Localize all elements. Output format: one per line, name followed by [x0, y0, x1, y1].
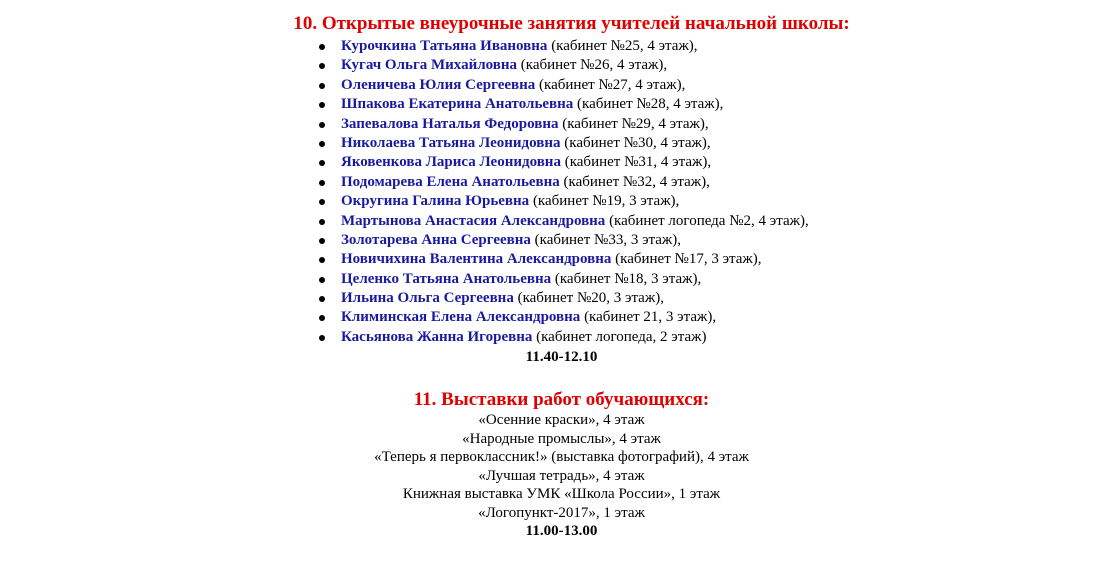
exhibit-item: «Народные промыслы», 4 этаж	[462, 430, 661, 447]
teacher-name: Округина Галина Юрьевна	[341, 193, 530, 210]
section-11-time: 11.00-13.00	[525, 523, 598, 539]
teacher-room: (кабинет №19, 3 этаж),	[529, 193, 680, 210]
teacher-room: (кабинет №30, 4 этаж),	[560, 134, 711, 151]
list-item	[319, 212, 809, 231]
bullet-icon	[319, 315, 325, 321]
teacher-name: Новичихина Валентина Александровна	[341, 251, 612, 268]
teacher-name: Курочкина Татьяна Ивановна	[341, 38, 548, 54]
bullet-icon	[319, 277, 325, 283]
teacher-room: (кабинет №31, 4 этаж),	[560, 154, 712, 171]
section-11-title: 11. Выставки работ обучающихся:	[413, 389, 710, 410]
list-item	[319, 173, 809, 192]
section-10-time: 11.40-12.10	[525, 349, 598, 365]
list-item	[319, 95, 809, 114]
bullet-icon	[319, 141, 325, 147]
list-item	[319, 56, 809, 75]
list-item	[319, 115, 809, 134]
teacher-room: (кабинет логопеда №2, 4 этаж),	[605, 212, 809, 229]
teacher-room: (кабинет №26, 4 этаж),	[517, 57, 668, 74]
teacher-name: Климинская Елена Александровна	[341, 309, 581, 326]
list-item	[319, 250, 809, 269]
list-item	[319, 153, 809, 172]
list-item	[319, 231, 809, 250]
teacher-name: Золотарева Анна Сергеевна	[341, 231, 531, 248]
teacher-name: Целенко Татьяна Анатольевна	[341, 270, 552, 287]
bullet-icon	[319, 199, 325, 205]
section-10-title: 10. Открытые внеурочные занятия учителей начальной школы:	[293, 13, 850, 34]
teacher-name: Кугач Ольга Михайловна	[341, 57, 518, 74]
teacher-room: (кабинет №27, 4 этаж),	[535, 76, 686, 93]
teacher-room: (кабинет 21, 3 этаж),	[580, 309, 717, 326]
teacher-room: (кабинет №18, 3 этаж),	[551, 270, 702, 287]
exhibit-item: «Осенние краски», 4 этаж	[478, 412, 645, 428]
teacher-name: Подомарева Елена Анатольевна	[341, 173, 560, 190]
teacher-name: Касьянова Жанна Игоревна	[341, 328, 533, 345]
teacher-name: Оленичева Юлия Сергеевна	[341, 76, 536, 93]
teacher-name: Николаева Татьяна Леонидовна	[341, 134, 561, 151]
teacher-list	[319, 37, 809, 347]
exhibit-list	[2, 411, 1119, 522]
teacher-name: Шпакова Екатерина Анатольевна	[341, 96, 574, 113]
teacher-room: (кабинет №33, 3 этаж),	[530, 231, 682, 248]
teacher-room: (кабинет №28, 4 этаж),	[573, 96, 724, 113]
exhibit-item: Книжная выставка УМК «Школа России», 1 этаж	[402, 486, 721, 502]
bullet-icon	[319, 44, 325, 50]
teacher-room: (кабинет №32, 4 этаж),	[559, 173, 710, 190]
list-item	[319, 308, 809, 327]
list-item	[319, 289, 809, 308]
teacher-name: Ильина Ольга Сергеевна	[341, 290, 514, 307]
bullet-icon	[319, 296, 325, 302]
bullet-icon	[319, 160, 325, 166]
list-item	[319, 76, 809, 95]
teacher-room: (кабинет логопеда, 2 этаж)	[532, 328, 707, 345]
bullet-icon	[319, 238, 325, 244]
bullet-icon	[319, 83, 325, 89]
list-item	[319, 37, 809, 56]
list-item	[319, 192, 809, 211]
teacher-room: (кабинет №20, 3 этаж),	[513, 290, 664, 307]
exhibit-item: «Теперь я первоклассник!» (выставка фотографий), 4 этаж	[374, 449, 749, 465]
teacher-room: (кабинет №25, 4 этаж),	[547, 38, 698, 54]
bullet-icon	[319, 335, 325, 341]
list-item	[319, 328, 809, 347]
bullet-icon	[319, 257, 325, 263]
bullet-icon	[319, 102, 325, 108]
teacher-room: (кабинет №29, 4 этаж),	[558, 115, 709, 132]
bullet-icon	[319, 122, 325, 128]
bullet-icon	[319, 63, 325, 69]
teacher-name: Яковенкова Лариса Леонидовна	[341, 154, 561, 171]
list-item	[319, 270, 809, 289]
bullet-icon	[319, 219, 325, 225]
teacher-name: Запевалова Наталья Федоровна	[341, 115, 559, 132]
teacher-name: Мартынова Анастасия Александровна	[341, 212, 606, 229]
exhibit-item: «Лучшая тетрадь», 4 этаж	[478, 467, 645, 484]
exhibit-item: «Логопункт-2017», 1 этаж	[478, 504, 645, 521]
bullet-icon	[319, 180, 325, 186]
list-item	[319, 134, 809, 153]
teacher-room: (кабинет №17, 3 этаж),	[611, 251, 762, 268]
